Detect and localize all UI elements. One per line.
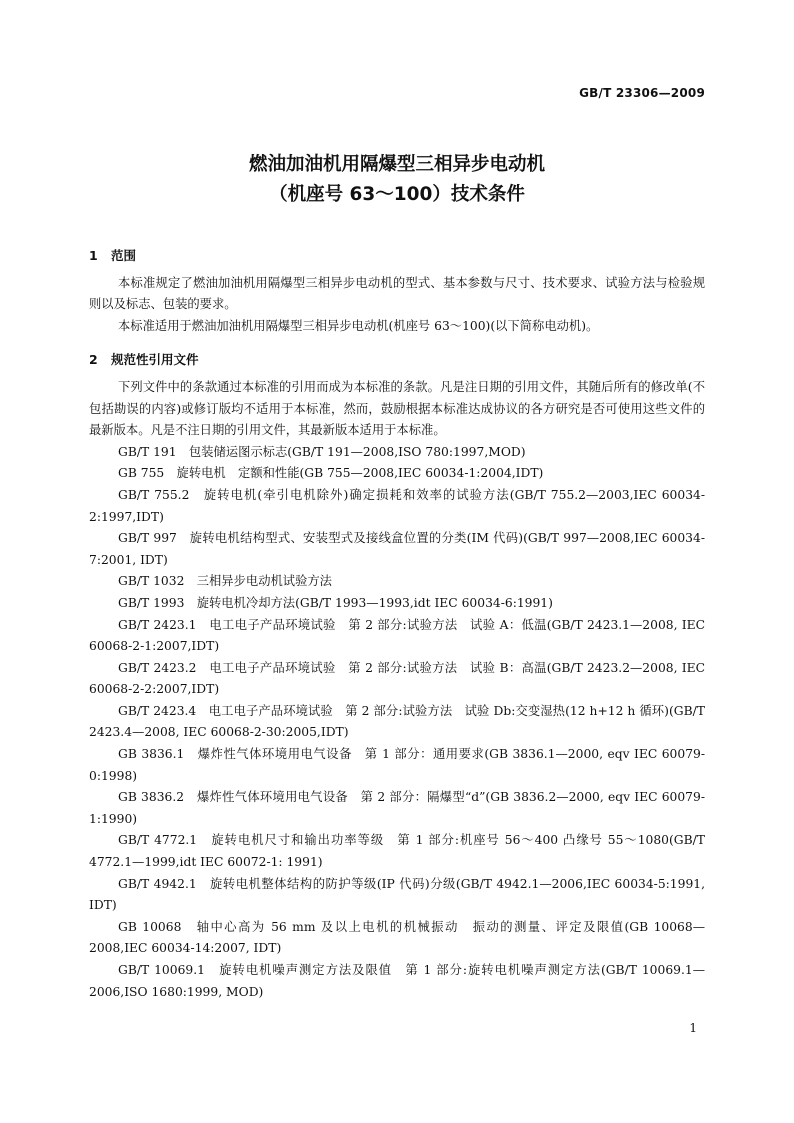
- reference-item: GB 3836.2 爆炸性气体环境用电气设备 第 2 部分：隔爆型“d”(GB 3836.2—2000, eqv IEC 60079-1:1990): [89, 790, 705, 826]
- reference-item: GB/T 4772.1 旋转电机尺寸和输出功率等级 第 1 部分:机座号 56～400 凸缘号 55～1080(GB/T 4772.1—1999,idt IEC 60072-1: 1991): [89, 833, 705, 870]
- reference-item: GB/T 1993 旋转电机冷却方法(GB/T 1993—1993,idt IEC 60034-6:1991): [118, 595, 553, 610]
- paragraph: 下列文件中的条款通过本标准的引用而成为本标准的条款。凡是注日期的引用文件，其随后所有的修改单(不包括勘误的内容)或修订版均不适用于本标准，然而，鼓励根据本标准达成协议的各方研究是否可使用这些文件的最新版本。凡是不注日期的引用文件，其最新版本适用于本标准。: [89, 379, 705, 438]
- document-body: [89, 245, 705, 1003]
- reference-item: GB/T 997 旋转电机结构型式、安装型式及接线盒位置的分类(IM 代码)(GB/T 997—2008,IEC 60034-7:2001, IDT): [89, 531, 705, 567]
- page-number: 1: [689, 1021, 697, 1035]
- section-title: 范围: [111, 248, 137, 263]
- section-scope: [89, 245, 705, 337]
- reference-item: GB/T 2423.2 电工电子产品环境试验 第 2 部分:试验方法 试验 B：高温(GB/T 2423.2—2008, IEC 60068-2-2:2007,IDT): [89, 660, 705, 697]
- paragraph: 本标准适用于燃油加油机用隔爆型三相异步电动机(机座号 63～100)(以下简称电动机)。: [118, 318, 599, 333]
- reference-item: GB 3836.1 爆炸性气体环境用电气设备 第 1 部分：通用要求(GB 3836.1—2000, eqv IEC 60079-0:1998): [89, 747, 705, 783]
- paragraph: 本标准规定了燃油加油机用隔爆型三相异步电动机的型式、基本参数与尺寸、技术要求、试验方法与检验规则以及标志、包装的要求。: [89, 275, 705, 312]
- reference-item: GB/T 191 包装储运图示标志(GB/T 191—2008,ISO 780:1997,MOD): [118, 444, 526, 459]
- section-heading: [89, 245, 705, 267]
- reference-item: GB/T 10069.1 旋转电机噪声测定方法及限值 第 1 部分:旋转电机噪声测定方法(GB/T 10069.1—2006,ISO 1680:1999, MOD): [89, 963, 705, 999]
- reference-item: GB/T 755.2 旋转电机(牵引电机除外)确定损耗和效率的试验方法(GB/T 755.2—2003,IEC 60034-2:1997,IDT): [89, 487, 705, 524]
- document-title: [0, 150, 794, 210]
- title-line-2: （机座号 63～100）技术条件: [269, 184, 525, 205]
- section-title: 规范性引用文件: [111, 352, 199, 368]
- reference-item: GB/T 1032 三相异步电动机试验方法: [118, 574, 332, 589]
- reference-item: GB/T 2423.1 电工电子产品环境试验 第 2 部分:试验方法 试验 A：低温(GB/T 2423.1—2008, IEC 60068-2-1:2007,IDT): [89, 617, 705, 654]
- reference-item: GB 755 旋转电机 定额和性能(GB 755—2008,IEC 60034-1:2004,IDT): [118, 466, 544, 481]
- section-normative-references: [89, 349, 705, 1003]
- section-number: 1: [89, 248, 98, 263]
- title-line-1: 燃油加油机用隔爆型三相异步电动机: [248, 154, 545, 175]
- reference-item: GB 10068 轴中心高为 56 mm 及以上电机的机械振动 振动的测量、评定及限值(GB 10068—2008,IEC 60034-14:2007, IDT): [89, 919, 705, 956]
- reference-item: GB/T 4942.1 旋转电机整体结构的防护等级(IP 代码)分级(GB/T 4942.1—2006,IEC 60034-5:1991, IDT): [89, 876, 705, 913]
- section-number: 2: [89, 352, 98, 368]
- section-heading: [89, 349, 705, 371]
- standard-code: GB/T 23306—2009: [579, 86, 705, 100]
- reference-item: GB/T 2423.4 电工电子产品环境试验 第 2 部分:试验方法 试验 Db:交变湿热(12 h+12 h 循环)(GB/T 2423.4—2008, IEC 60068-2-30:2005,IDT): [89, 703, 705, 740]
